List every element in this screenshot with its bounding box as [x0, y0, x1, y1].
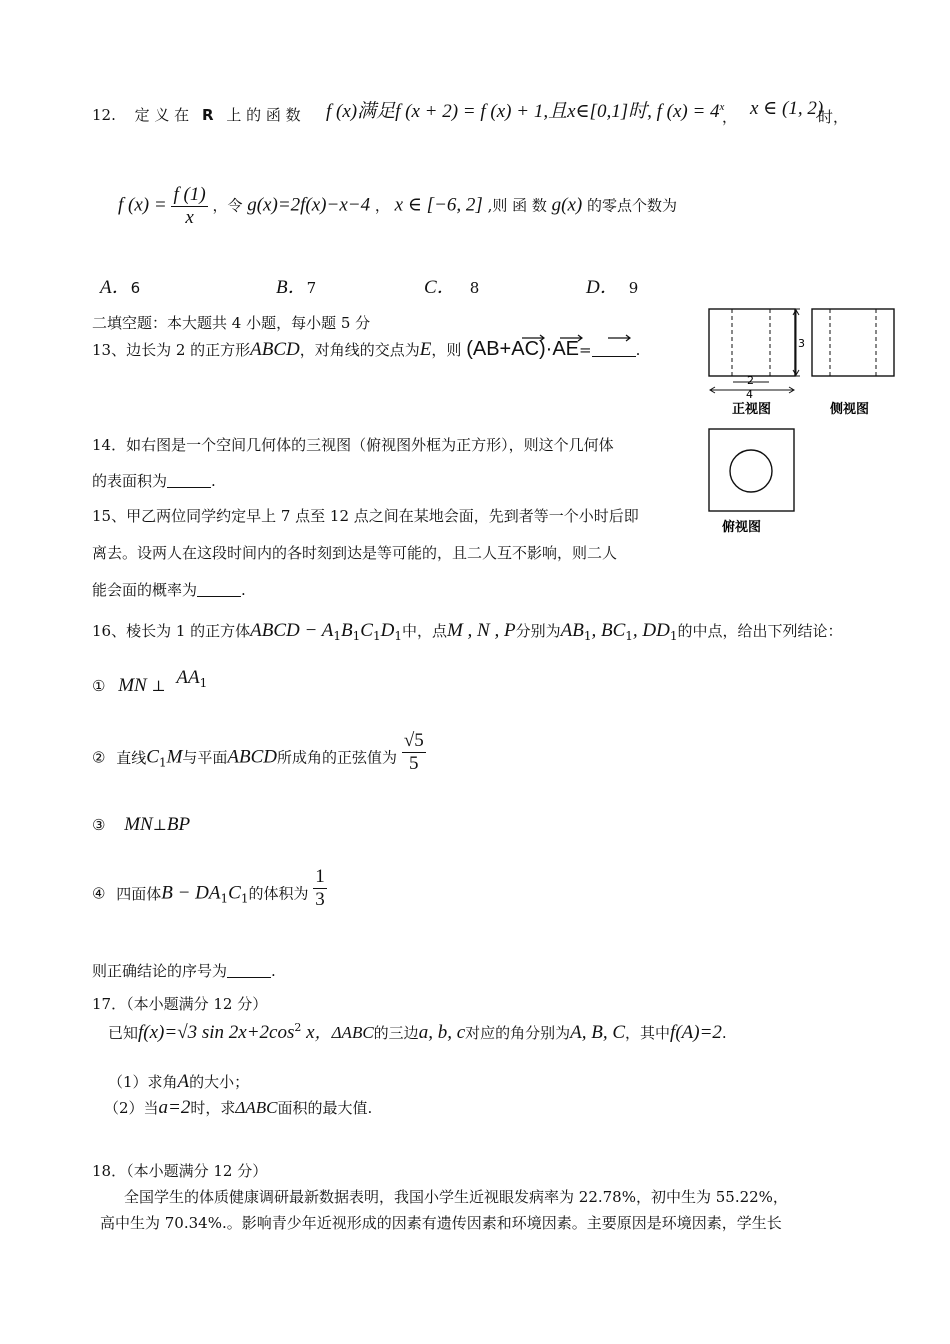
c1-MN: MN: [118, 675, 147, 696]
q16-fen: 分别为: [515, 622, 561, 640]
q15-end: .: [241, 581, 246, 599]
q16-cube-tail: B: [341, 620, 353, 641]
q16-answer-line: [92, 960, 276, 981]
section-2-heading: 二填空题：本大题共 4 小题，每小题 5 分: [92, 314, 371, 332]
c3-BP: BP: [166, 814, 191, 835]
q17-part1: [108, 1071, 249, 1093]
q12-fraction: [171, 184, 207, 229]
q16-conclusion-4: ④ 四面体$B - DA_1C_1$的体积为 $\frac{1}{3}$: [92, 866, 325, 910]
q12-option-d: [586, 272, 638, 299]
c2-mid: 与平面: [182, 748, 228, 767]
q15-line2: 离去。设两人在这段时间内的各时刻到达是等可能的，且二人互不影响，则二人: [92, 544, 618, 562]
q17-part2: [104, 1097, 372, 1119]
q14-answer-blank[interactable]: [167, 473, 211, 488]
c2-M: M: [166, 746, 183, 768]
q17-p2-mid: 时，求: [190, 1099, 236, 1117]
c1-perp: ⊥: [151, 677, 166, 695]
q17-end: .: [721, 1024, 727, 1042]
q12-line1: [92, 104, 301, 125]
q17-A: A: [177, 1071, 190, 1092]
q17-ABC: A, B, C: [570, 1022, 626, 1043]
c2-frac-den: 5: [409, 753, 419, 774]
q16-stem: 16、棱长为 1 的正方体ABCD − $A_1B_1C_1D_1$中，点M , N , P分别为$AB_1$, $BC_1$, $DD_1$的中点，给出下列结论：: [92, 620, 843, 643]
q17-heading: 17．（本小题满分 12 分）: [92, 995, 268, 1013]
q16-midpoints: AB: [560, 620, 584, 641]
q12-condition-text: f (x)满足f (x + 2) = f (x) + 1,且x∈[0,1]时, f (x) = 4: [326, 101, 720, 122]
q16-conclusion-2: ② 直线$C_1M$与平面ABCD所成角的正弦值为 $\frac{√5}{5}$: [92, 730, 424, 774]
q12-frac-num: f (1): [173, 184, 206, 205]
inner-width-dim-label: 2: [747, 374, 754, 387]
option-c-value: 8: [469, 279, 480, 297]
q12-range: x ∈ (1, 2): [750, 98, 824, 119]
q12-option-b: [276, 272, 316, 299]
q12-tail2: 的零点个数为: [587, 196, 678, 215]
q16-end: .: [271, 962, 276, 980]
q17-fA: f(A)=2: [670, 1022, 722, 1043]
q12-sep: ，: [374, 196, 390, 215]
q16-conclusion-1: ① MN ⊥ $AA^1$: [92, 667, 208, 696]
q12-option-a: [100, 272, 140, 299]
c4-frac-den: 3: [315, 889, 325, 910]
q14-end: .: [211, 472, 216, 490]
option-b-value: 7: [306, 279, 317, 297]
q13-square: ABCD: [250, 339, 300, 360]
q12-line2: [118, 184, 677, 229]
q12-frac-den: x: [185, 207, 194, 228]
option-a-label: A．: [100, 277, 131, 298]
q17-sides: 的三边: [373, 1024, 419, 1042]
c4-fraction: [313, 866, 327, 911]
q12-lead: 定 义 在: [134, 106, 190, 124]
q17-p2-tail: 面积的最大值.: [277, 1099, 373, 1117]
c1-number: ①: [92, 677, 106, 695]
q13-mid2: ，则: [431, 341, 462, 359]
q12-tail1: ,则 函 数: [487, 196, 547, 215]
side-view-caption: 侧视图: [830, 402, 870, 417]
front-view-box: [709, 309, 795, 376]
q17-p2-pre: （2）当: [104, 1099, 159, 1117]
q16-answer-blank[interactable]: [227, 963, 271, 978]
option-b-label: B．: [276, 277, 307, 298]
q12-shi: 时，: [818, 108, 849, 126]
q13-mid: ，对角线的交点为: [299, 341, 420, 359]
q15-answer-blank[interactable]: [197, 582, 241, 597]
c2-number: ②: [92, 748, 106, 767]
option-d-value: 9: [628, 279, 639, 297]
q15-line3-text: 能会面的概率为: [92, 581, 198, 599]
c3-perp: ⊥: [152, 816, 167, 834]
q13-vector-arrows: [516, 330, 646, 342]
c2-C: C: [146, 746, 159, 768]
q18-line2: 高中生为 70.34%.。影响青少年近视形成的因素有遗传因素和环境因素。主要原因是环境因素，学生长: [100, 1214, 782, 1232]
q17-f-exp: 2: [294, 1021, 302, 1034]
q16-in: 中，点: [401, 622, 447, 640]
q13-E: E: [419, 339, 432, 360]
q15-line3: [92, 579, 246, 600]
q16-pre: 16、棱长为 1 的正方体: [92, 622, 251, 640]
q14-line1: 14．如右图是一个空间几何体的三视图（俯视图外框为正方形），则这个几何体: [92, 436, 614, 454]
q17-line1: [108, 1018, 727, 1044]
option-d-label: D．: [586, 277, 619, 298]
c2-frac-num: √5: [403, 730, 424, 751]
c4-frac-num: 1: [315, 866, 325, 887]
q17-a2: a=2: [158, 1097, 191, 1118]
c2-fraction: [402, 730, 426, 775]
q13-vector-expr: (AB+AC)·AE: [466, 338, 580, 360]
side-view-box: [812, 309, 894, 376]
q15-line1: 15、甲乙两位同学约定早上 7 点至 12 点之间在某地会面，先到者等一个小时后即: [92, 507, 639, 525]
c3-number: ③: [92, 816, 106, 834]
q12-domain: x ∈ [−6, 2]: [394, 194, 483, 216]
q16-tail: 的中点，给出下列结论：: [677, 622, 843, 640]
q16-conclusion-3: [92, 814, 190, 836]
c1-AA: AA: [176, 667, 200, 688]
q17-where: ，其中: [625, 1024, 671, 1042]
option-c-label: C．: [424, 277, 456, 298]
q12-condition: [326, 96, 724, 123]
height-dim-label: 3: [798, 337, 805, 350]
c2-tail: 所成角的正弦值为: [277, 748, 398, 767]
q13-pre: 13、边长为 2 的正方形: [92, 341, 251, 359]
q12-fx-def: f (x) =: [118, 194, 167, 216]
top-view-circle: [730, 450, 772, 492]
q17-opp: 对应的角分别为: [465, 1024, 571, 1042]
q18-heading: 18．（本小题满分 12 分）: [92, 1162, 268, 1180]
option-a-value: 6: [130, 279, 141, 297]
q12-mid: 上 的 函 数: [226, 106, 301, 124]
q17-pre: 已知: [108, 1024, 139, 1042]
q12-ling: ，令: [212, 196, 243, 215]
q17-triangle2: ΔABC: [235, 1098, 278, 1117]
q17-triangle: ，ΔABC: [314, 1023, 374, 1042]
q12-R: R: [201, 106, 214, 124]
three-view-figure: [700, 300, 905, 545]
q17-f: f(x)=√3 sin 2x+2cos: [138, 1022, 295, 1043]
q16-cube: ABCD − A: [250, 620, 334, 641]
q12-exponent: x: [719, 101, 725, 113]
q16-concl: 则正确结论的序号为: [92, 962, 228, 980]
c4-number: ④: [92, 884, 106, 903]
q17-p1-tail: 的大小；: [189, 1073, 250, 1091]
q17-abc: a, b, c: [418, 1022, 466, 1043]
q12-number: 12.: [92, 106, 116, 124]
outer-width-dim-label: 4: [746, 388, 753, 401]
q12-comma: ，: [722, 108, 738, 126]
q14-line2-text: 的表面积为: [92, 472, 168, 490]
q17-f-x: x: [301, 1022, 315, 1043]
c3-MN: MN: [124, 814, 153, 835]
q12-g-def: g(x)=2f(x)−x−4: [247, 194, 371, 216]
q13-end: .: [635, 341, 641, 359]
q12-option-c: [424, 272, 479, 299]
top-view-caption: 俯视图: [722, 520, 762, 535]
c2-pre: 直线: [116, 748, 147, 767]
q14-line2: [92, 470, 216, 491]
q16-points: M , N , P: [446, 620, 516, 641]
q12-g-name: g(x): [551, 194, 583, 216]
q17-p1-pre: （1）求角: [108, 1073, 178, 1091]
c4-pre: 四面体: [116, 884, 162, 903]
q18-line1: 全国学生的体质健康调研最新数据表明，我国小学生近视眼发病率为 22.78%，初中生为 55.22%，: [124, 1188, 788, 1206]
q13-answer-blank[interactable]: [592, 342, 636, 357]
c2-plane: ABCD: [227, 746, 278, 768]
c4-tail: 的体积为: [248, 884, 309, 903]
q13-eq: =: [579, 341, 592, 359]
c4-tetra: B − DA: [161, 882, 221, 904]
top-view-box: [709, 429, 794, 511]
front-view-caption: 正视图: [732, 402, 772, 417]
